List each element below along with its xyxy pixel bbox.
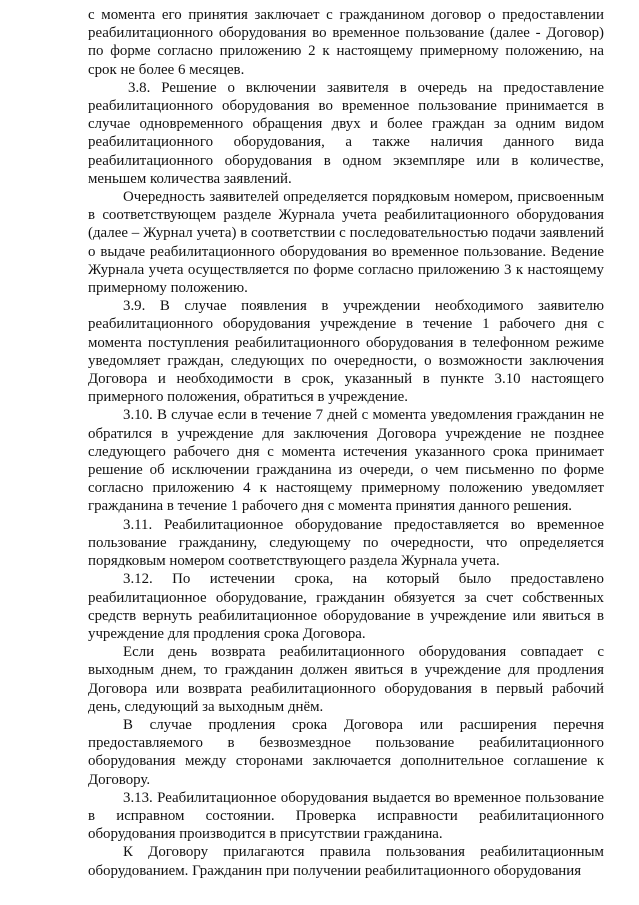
paragraph-extension: В случае продления срока Договора или расширения перечня предоставляемого в безвозмездное пользование реабилитационного оборудования между сторонами заключается дополнительное соглашение к Договору.	[88, 716, 604, 788]
paragraph-contract-term: с момента его принятия заключает с гражданином договор о предоставлении реабилитационного оборудования во временное пользование (далее - Договор) по форме согласно приложению 2 к настоящему примерному положению, на срок не более 6 месяцев.	[88, 7, 604, 78]
document-body	[88, 6, 604, 880]
paragraph-queue-order: Очередность заявителей определяется порядковым номером, присвоенным в соответствующем разделе Журнала учета реабилитационного оборудования (далее – Журнал учета) в соответствии с последовательностью подачи заявлений о выдаче реабилитационного оборудования во временное пользование. Ведение Журнала учета осуществляется по форме согласно приложению 3 к настоящему примерному положению.	[88, 189, 604, 297]
paragraph-usage-rules: К Договору прилагаются правила пользования реабилитационным оборудованием. Гражданин при получении реабилитационного оборудования	[88, 844, 604, 879]
paragraph-3-12: 3.12. По истечении срока, на который было предоставлено реабилитационное оборудование, гражданин обязуется за счет собственных средств вернуть реабилитационное оборудование в учреждение или явиться в учреждение для продления срока Договора.	[88, 571, 604, 642]
paragraph-3-8: 3.8. Решение о включении заявителя в очередь на предоставление реабилитационного оборудования во временное пользование принимается в случае одновременного обращения двух и более граждан за одним видом реабилитационного оборудования, а также наличия данного вида реабилитационного оборудования в одном экземпляре или в количестве, меньшем количества заявлений.	[88, 79, 604, 187]
paragraph-3-9: 3.9. В случае появления в учреждении необходимого заявителю реабилитационного оборудования учреждение в течение 1 рабочего дня с момента поступления реабилитационного оборудования в телефонном режиме уведомляет граждан, следующих по очередности, о возможности заключения Договора и необходимости в срок, указанный в пункте 3.10 настоящего примерного положения, обратиться в учреждение.	[88, 298, 604, 406]
paragraph-3-11: 3.11. Реабилитационное оборудование предоставляется во временное пользование гражданину, следующему по очередности, что определяется порядковым номером соответствующего раздела Журнала учета.	[88, 516, 604, 570]
paragraph-3-13: 3.13. Реабилитационное оборудования выдается во временное пользование в исправном состоянии. Проверка исправности реабилитационного оборудования производится в присутствии гражданина.	[88, 789, 604, 843]
paragraph-return-day: Если день возврата реабилитационного оборудования совпадает с выходным днем, то гражданин должен явиться в учреждение для продления Договора или возврата реабилитационного оборудования в первый рабочий день, следующий за выходным днём.	[88, 644, 604, 715]
paragraph-3-10: 3.10. В случае если в течение 7 дней с момента уведомления гражданин не обратился в учреждение для заключения Договора учреждение не позднее следующего рабочего дня с момента истечения указанного срока принимает решение об исключении гражданина из очереди, о чем письменно по форме согласно приложению 4 к настоящему примерному положению уведомляет гражданина в течение 1 рабочего дня с момента принятия данного решения.	[88, 407, 604, 515]
